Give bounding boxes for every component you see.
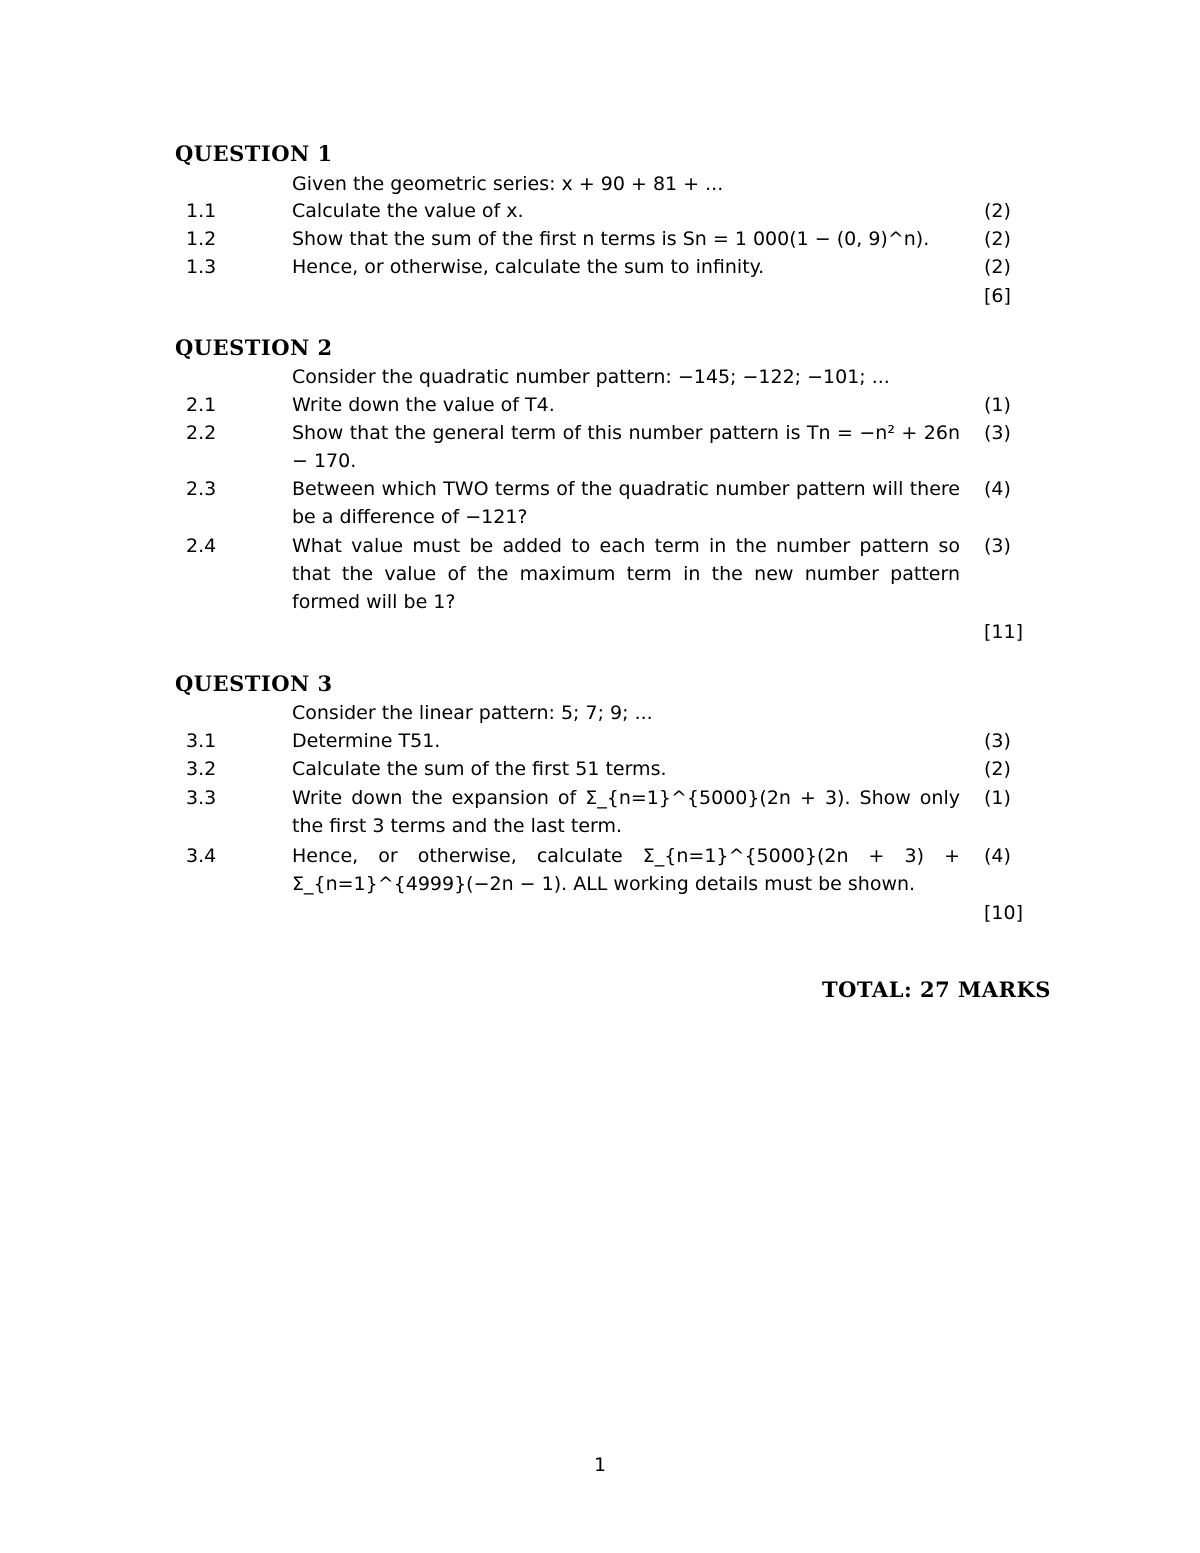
question-3-total: [10] [984,902,1024,924]
item-number: 2.2 [186,422,217,444]
item-number: 3.2 [186,758,217,780]
item-marks: (3) [984,730,1011,752]
question-2-title: QUESTION 2 [175,335,333,360]
item-number: 3.1 [186,730,217,752]
item-number: 2.3 [186,478,217,500]
item-number: 1.2 [186,228,217,250]
page-number: 1 [594,1454,607,1476]
item-marks: (2) [984,256,1011,278]
item-marks: (2) [984,758,1011,780]
question-3-intro-text: Consider the linear pattern: 5; 7; 9; ... [292,702,653,724]
item-marks: (1) [984,787,1011,809]
item-text: Between which TWO terms of the quadratic number pattern will there be a difference of −121? [292,478,960,528]
item-text: Calculate the sum of the first 51 terms. [292,758,667,780]
item-marks: (2) [984,228,1011,250]
item-text: Write down the expansion of Σ_{n=1}^{5000}(2n + 3). Show only the first 3 terms and the last term. [292,787,960,837]
question-3-title: QUESTION 3 [175,671,333,696]
question-1-title: QUESTION 1 [175,141,333,166]
item-marks: (4) [984,845,1011,867]
item-text: Show that the sum of the first n terms is Sn = 1 000(1 − (0, 9)^n). [292,228,930,250]
question-1-total: [6] [984,285,1011,307]
item-marks: (1) [984,394,1011,416]
item-marks: (3) [984,535,1011,557]
item-text: Calculate the value of x. [292,200,524,222]
item-marks: (2) [984,200,1011,222]
item-number: 3.3 [186,787,217,809]
item-number: 1.3 [186,256,217,278]
item-text: What value must be added to each term in the number pattern so that the value of the maximum term in the new number pattern formed will be 1? [292,535,960,613]
item-marks: (3) [984,422,1011,444]
item-number: 1.1 [186,200,217,222]
item-text: Write down the value of T4. [292,394,555,416]
item-text: Hence, or otherwise, calculate Σ_{n=1}^{5000}(2n + 3) + Σ_{n=1}^{4999}(−2n − 1). ALL working details must be shown. [292,845,960,895]
item-marks: (4) [984,478,1011,500]
item-text: Determine T51. [292,730,441,752]
question-2-total: [11] [984,621,1024,643]
item-number: 3.4 [186,845,217,867]
question-1-intro-text: Given the geometric series: x + 90 + 81 + ... [292,173,724,195]
item-text: Show that the general term of this number pattern is Tn = −n² + 26n − 170. [292,422,960,472]
item-text: Hence, or otherwise, calculate the sum to infinity. [292,256,765,278]
question-2-intro-text: Consider the quadratic number pattern: −145; −122; −101; ... [292,366,890,388]
grand-total: TOTAL: 27 MARKS [822,977,1051,1002]
item-number: 2.1 [186,394,217,416]
item-number: 2.4 [186,535,217,557]
